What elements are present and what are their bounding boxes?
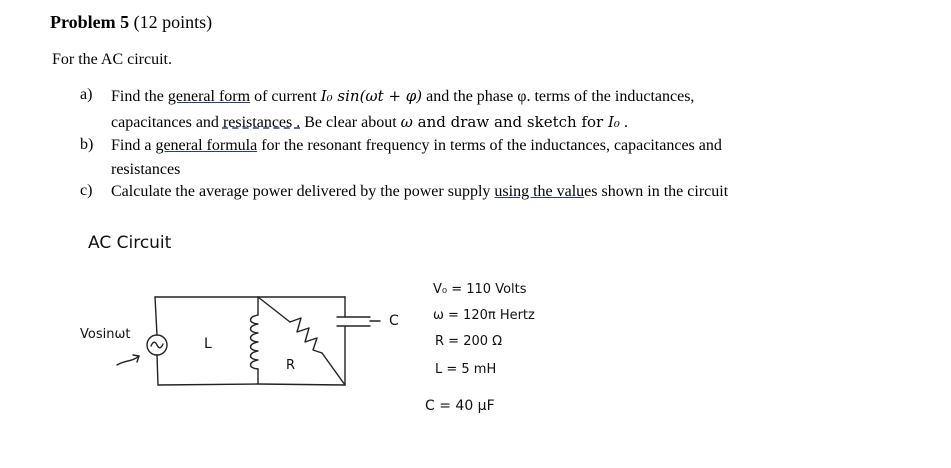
- value-omega: ω = 120π Hertz: [433, 308, 535, 323]
- resistor-label: R: [286, 358, 296, 373]
- link-general-form[interactable]: general form: [167, 88, 251, 105]
- part-c-line1: Calculate the average power delivered by the power supply using the values shown in the circuit: [111, 183, 729, 200]
- link-using-the-values[interactable]: using the valu: [494, 183, 585, 200]
- current-expression: I₀ sin(ωt + φ): [320, 87, 423, 105]
- problem-number: Problem 5: [50, 12, 130, 32]
- part-a-line2: capacitances and resistances . Be clear about ω and draw and sketch for I₀ .: [111, 113, 628, 131]
- part-b-line2: resistances: [111, 161, 181, 178]
- link-general-formula[interactable]: general formula: [155, 137, 258, 154]
- value-l: L = 5 mH: [435, 362, 497, 377]
- part-c-label: c): [80, 182, 93, 199]
- resistor-zigzag: [290, 318, 322, 353]
- left-wire-lower: [157, 355, 158, 385]
- value-v0: V₀ = 110 Volts: [433, 282, 527, 297]
- problem-points: (12 points): [133, 12, 213, 32]
- ac-wave-icon: [151, 342, 163, 348]
- problem-intro: For the AC circuit.: [52, 51, 172, 68]
- circuit-caption: AC Circuit: [88, 233, 172, 253]
- inductor-label: L: [204, 336, 212, 352]
- source-label: Vosinωt: [80, 327, 131, 342]
- source-arrow-shaft: [117, 356, 139, 365]
- capacitor-label: C: [389, 313, 399, 329]
- value-c: C = 40 μF: [425, 398, 495, 414]
- link-resistances[interactable]: resistances .: [222, 114, 301, 131]
- part-b-line1: Find a general formula for the resonant frequency in terms of the inductances, capacitances and: [111, 137, 722, 154]
- inductor-coil: [251, 315, 259, 369]
- bottom-wire: [158, 384, 345, 385]
- left-wire-upper: [155, 297, 157, 335]
- resistor-lead-bottom: [322, 353, 345, 385]
- part-b-label: b): [80, 136, 94, 153]
- resistor-lead-top: [258, 297, 290, 322]
- part-a-label: a): [80, 86, 93, 103]
- part-a-line1: Find the general form of current I₀ sin(ωt + φ) and the phase φ. terms of the inductances,: [111, 87, 695, 105]
- value-r: R = 200 Ω: [435, 334, 503, 349]
